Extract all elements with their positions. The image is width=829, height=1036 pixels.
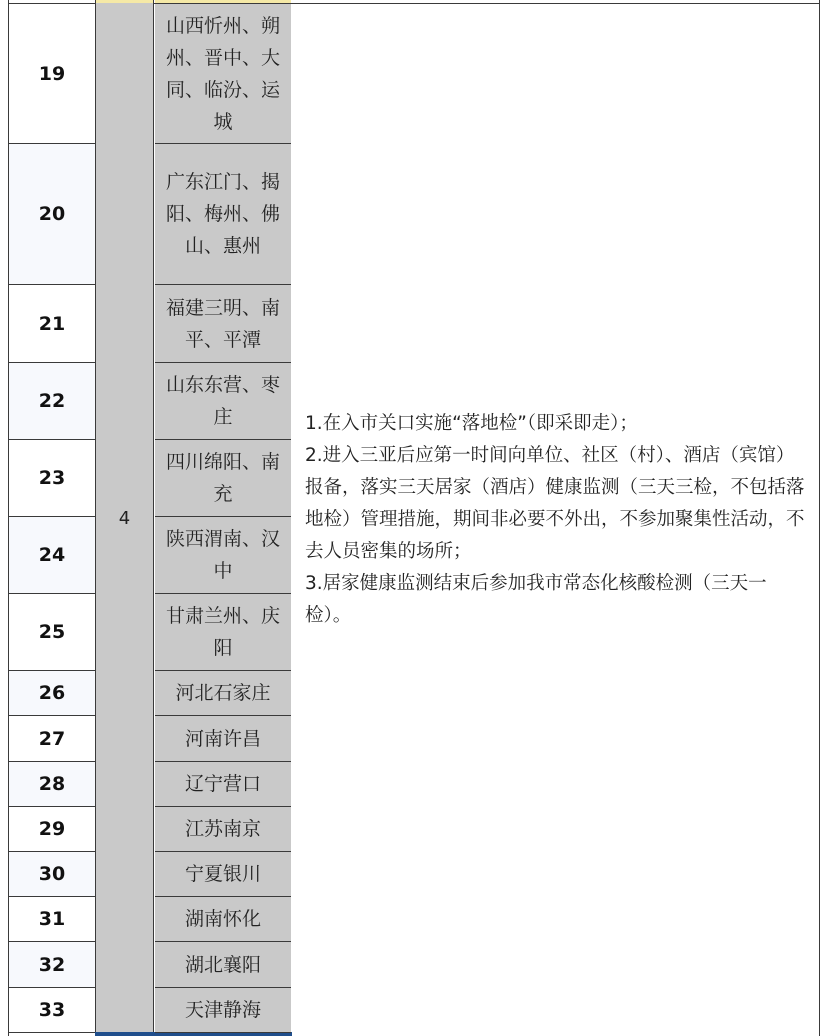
row-number: 19 [9, 4, 95, 144]
area-name: 广东江门、揭阳、梅州、佛山、惠州 [155, 144, 291, 285]
control-measures-text [292, 408, 819, 632]
measure-item: 2.进入三亚后应第一时间向单位、社区（村）、酒店（宾馆）报备，落实三天居家（酒店）健康监测（三天三检，不包括落地检）管理措施，期间非必要不外出，不参加聚集性活动，不去人员密集的场所； [305, 445, 805, 562]
measure-item: 1.在入市关口实施“落地检”（即采即走）； [305, 413, 638, 434]
row-number: 30 [9, 852, 95, 897]
area-name: 宁夏银川 [155, 852, 291, 897]
row-number: 31 [9, 897, 95, 942]
area-name: 甘肃兰州、庆阳 [155, 594, 291, 671]
area-name: 辽宁营口 [155, 762, 291, 807]
header-strip [155, 0, 291, 3]
control-measures-cell [292, 4, 819, 1036]
area-name: 湖南怀化 [155, 897, 291, 942]
row-number: 20 [9, 144, 95, 285]
area-name: 湖北襄阳 [155, 942, 291, 988]
row-number: 32 [9, 942, 95, 988]
row-number: 22 [9, 363, 95, 440]
row-number: 33 [9, 988, 95, 1033]
row-number: 28 [9, 762, 95, 807]
area-name: 陕西渭南、汉中 [155, 517, 291, 594]
area-name: 山东东营、枣庄 [155, 363, 291, 440]
row-number: 26 [9, 671, 95, 716]
row-number: 21 [9, 285, 95, 363]
row-number: 27 [9, 716, 95, 762]
row-number: 24 [9, 517, 95, 594]
area-name: 福建三明、南平、平潭 [155, 285, 291, 363]
area-name: 四川绵阳、南充 [155, 440, 291, 517]
measure-item: 3.居家健康监测结束后参加我市常态化核酸检测（三天一检）。 [305, 573, 767, 626]
risk-level-value: 4 [118, 508, 131, 529]
area-name: 天津静海 [155, 988, 291, 1033]
area-name: 江苏南京 [155, 807, 291, 852]
header-strip [96, 0, 153, 3]
row-number: 29 [9, 807, 95, 852]
row-number: 23 [9, 440, 95, 517]
row-number: 25 [9, 594, 95, 671]
area-name: 河南许昌 [155, 716, 291, 762]
area-name: 山西忻州、朔州、晋中、大同、临汾、运城 [155, 4, 291, 144]
area-name: 河北石家庄 [155, 671, 291, 716]
